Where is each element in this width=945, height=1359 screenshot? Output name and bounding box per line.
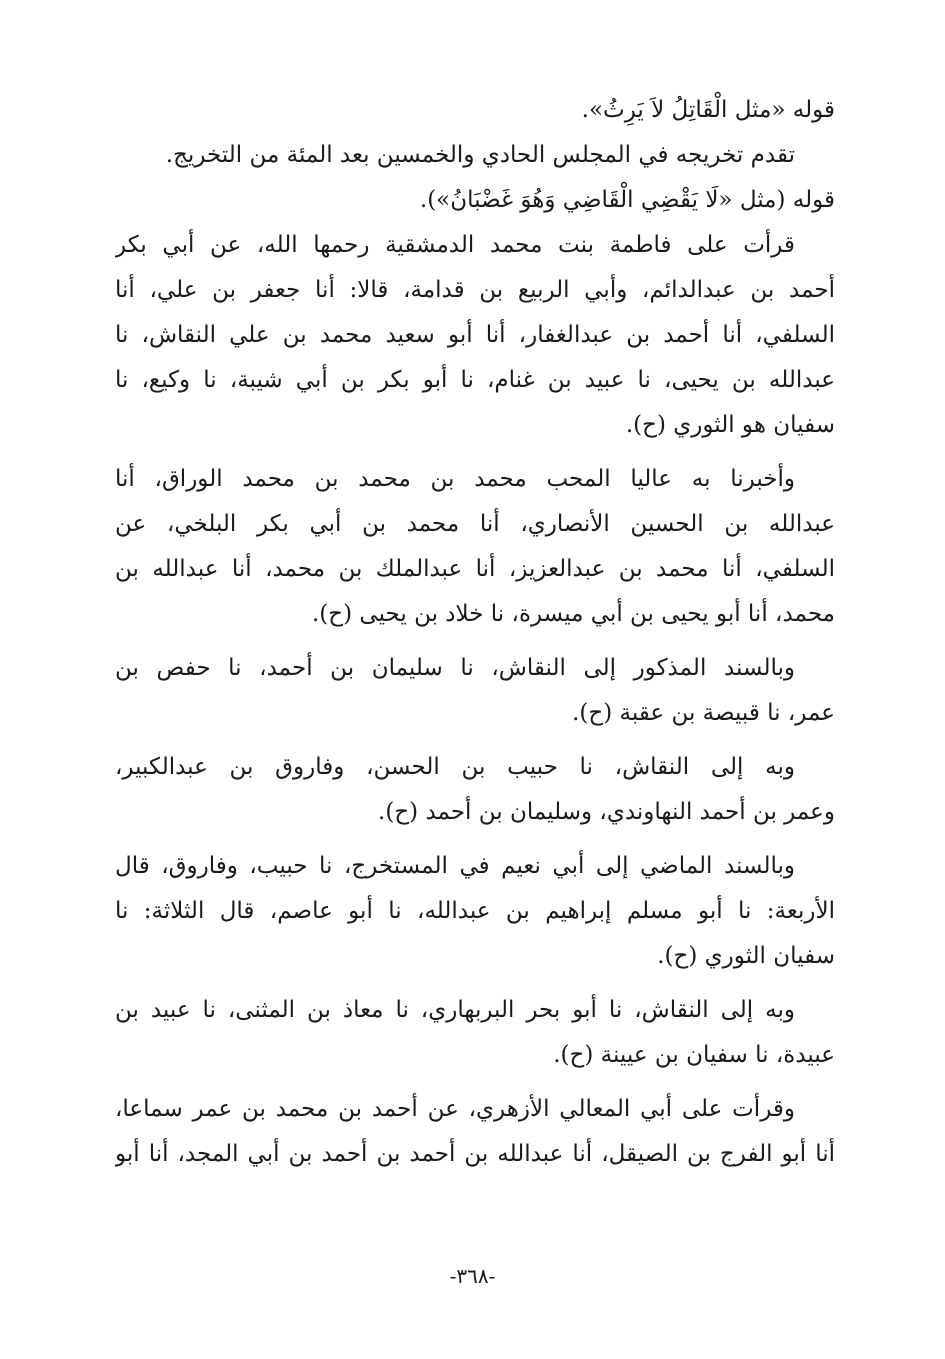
paragraph (115, 457, 835, 637)
paragraph (115, 133, 835, 178)
text-line: عبدالله بن الحسين الأنصاري، أنا محمد بن أبي بكر البلخي، عن (115, 511, 835, 537)
paragraph (115, 178, 835, 223)
text-line: قوله (مثل «لَا يَقْضِي الْقَاضِي وَهُوَ غَضْبَانُ»). (419, 187, 835, 213)
paragraph-gap (115, 979, 835, 988)
text-line: الأربعة: نا أبو مسلم إبراهيم بن عبدالله، نا أبو عاصم، قال الثلاثة: نا (115, 898, 835, 924)
text-line: وبه إلى النقاش، نا أبو بحر البربهاري، نا معاذ بن المثنى، نا عبيد بن (115, 997, 795, 1023)
text-line: قوله «مثل الْقَاتِلُ لاَ يَرِثُ». (581, 97, 835, 123)
text-line: عبدالله بن يحيى، نا عبيد بن غنام، نا أبو بكر بن أبي شيبة، نا وكيع، نا (115, 367, 835, 393)
text-line: وقرأت على أبي المعالي الأزهري، عن أحمد بن محمد بن عمر سماعا، (115, 1096, 795, 1122)
paragraph-gap (115, 637, 835, 646)
paragraph (115, 844, 835, 979)
text-line: وبالسند المذكور إلى النقاش، نا سليمان بن أحمد، نا حفص بن (115, 655, 795, 681)
text-line: أنا أبو الفرج بن الصيقل، أنا عبدالله بن أحمد بن أحمد بن أبي المجد، أنا أبو (115, 1141, 835, 1167)
paragraph-gap (115, 1078, 835, 1087)
paragraph (115, 988, 835, 1078)
text-line: السلفي، أنا أحمد بن عبدالغفار، أنا أبو سعيد محمد بن علي النقاش، نا (115, 322, 835, 348)
text-line: السلفي، أنا محمد بن عبدالعزيز، أنا عبدالملك بن محمد، أنا عبدالله بن (115, 556, 835, 582)
text-line: أحمد بن عبدالدائم، وأبي الربيع بن قدامة، قالا: أنا جعفر بن علي، أنا (115, 277, 835, 303)
text-line: سفيان هو الثوري (ح). (625, 412, 835, 438)
paragraph (115, 88, 835, 133)
paragraph (115, 223, 835, 448)
text-line: سفيان الثوري (ح). (657, 943, 835, 969)
text-line: عبيدة، نا سفيان بن عيينة (ح). (553, 1042, 835, 1068)
page-number: -٣٦٨- (449, 1264, 496, 1288)
text-line: تقدم تخريجه في المجلس الحادي والخمسين بعد المئة من التخريج. (165, 142, 795, 168)
paragraph-gap (115, 736, 835, 745)
text-line: وأخبرنا به عاليا المحب محمد بن محمد بن محمد الوراق، أنا (115, 466, 795, 492)
paragraph-gap (115, 448, 835, 457)
text-line: عمر، نا قبيصة بن عقبة (ح). (572, 700, 835, 726)
text-line: محمد، أنا أبو يحيى بن أبي ميسرة، نا خلاد بن يحيى (ح). (312, 601, 835, 627)
text-line: وبالسند الماضي إلى أبي نعيم في المستخرج، نا حبيب، وفاروق، قال (115, 853, 795, 879)
paragraph (115, 745, 835, 835)
paragraph-gap (115, 835, 835, 844)
page-body (115, 88, 835, 1177)
text-line: وبه إلى النقاش، نا حبيب بن الحسن، وفاروق بن عبدالكبير، (115, 754, 795, 780)
text-line: وعمر بن أحمد النهاوندي، وسليمان بن أحمد (ح). (378, 799, 835, 825)
text-line: قرأت على فاطمة بنت محمد الدمشقية رحمها الله، عن أبي بكر (115, 232, 795, 258)
paragraph (115, 1087, 835, 1177)
paragraph (115, 646, 835, 736)
